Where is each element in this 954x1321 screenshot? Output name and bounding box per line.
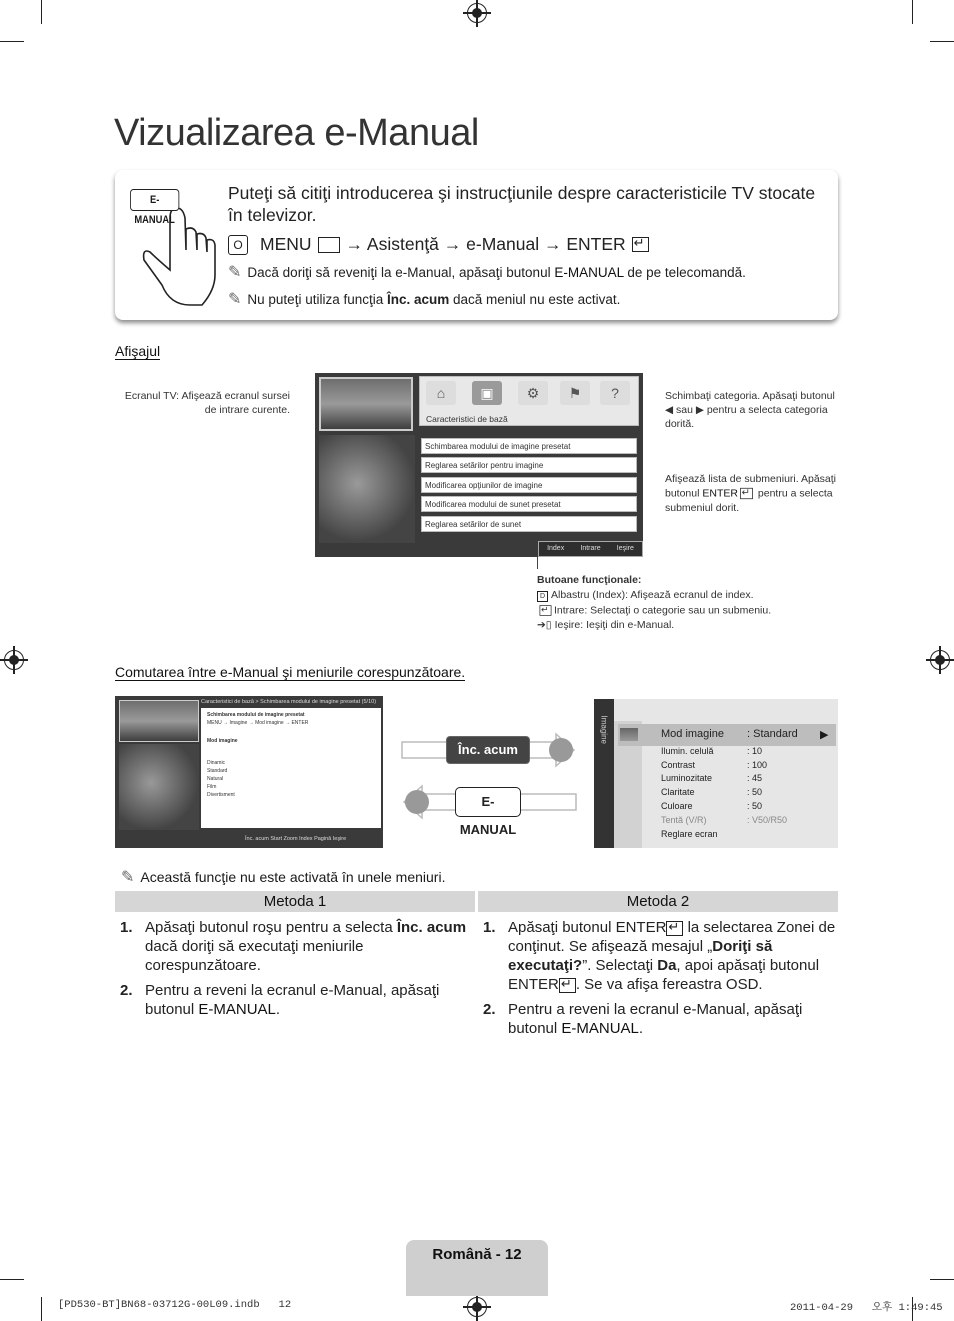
- osd-side-label: Imagine: [599, 715, 609, 744]
- emanual-hand-icon: [130, 180, 220, 310]
- inc-acum-button[interactable]: Înc. acum: [446, 736, 530, 764]
- method-1-step-2: 2. Pentru a reveni la ecranul e-Manual, apăsaţi butonul E-MANUAL.: [120, 982, 440, 1018]
- osd-row-label: Ilumin. celulă: [661, 745, 714, 756]
- emanual-screen: [315, 373, 643, 557]
- menu-path-rest: → Asistenţă → e-Manual → ENTER: [345, 234, 626, 254]
- osd-row-label: Reglare ecran: [661, 828, 718, 839]
- pencil-icon: ✎: [228, 291, 242, 308]
- osd-rows: [661, 728, 831, 841]
- tv-preview: [319, 377, 413, 431]
- iesire-button[interactable]: Ieşire: [616, 545, 634, 552]
- tab-category-2[interactable]: ▣: [472, 381, 502, 405]
- osd-row[interactable]: [661, 759, 831, 773]
- menu-item[interactable]: Modificarea modului de sunet presetat: [421, 496, 637, 512]
- osd-row-value: : 45: [747, 773, 763, 784]
- emanual-button[interactable]: E-MANUAL: [455, 787, 521, 817]
- enter-icon: [740, 488, 753, 499]
- menu-item[interactable]: Reglarea setărilor pentru imagine: [421, 457, 637, 473]
- note-1: ✎ Dacă doriţi să reveniţi la e-Manual, apăsaţi butonul E-MANUAL de pe telecomandă.: [228, 264, 746, 281]
- category-title: Caracteristici de bază: [426, 414, 508, 424]
- osd-menu: [594, 699, 838, 848]
- category-panel: [419, 376, 639, 426]
- osd-row-label: Mod imagine: [661, 728, 724, 740]
- doc-bullet: Natural: [207, 776, 224, 782]
- osd-row[interactable]: [661, 745, 831, 759]
- osd-row-value: : 10: [747, 745, 763, 756]
- switching-section-label: Comutarea între e-Manual şi meniurile corespunzătoare.: [115, 664, 466, 680]
- doc-title: Schimbarea modului de imagine presetat: [207, 712, 305, 718]
- crop-mark: [0, 41, 24, 42]
- doc-tv-preview: [119, 700, 199, 742]
- method-2-title: Metoda 2: [478, 891, 838, 912]
- display-section-label: Afişajul: [115, 343, 161, 359]
- menu-item[interactable]: Modificarea opţiunilor de imagine: [421, 477, 637, 493]
- osd-picture-icon: [620, 728, 638, 741]
- method-1-column: [115, 891, 475, 1019]
- osd-row-label: Luminozitate: [661, 773, 713, 784]
- callout-line: [537, 557, 538, 569]
- crop-mark: [41, 0, 42, 24]
- doc-bullet: Standard: [207, 768, 228, 774]
- func-iesire: ➔▯ Ieşire: Ieşiţi din e-Manual.: [537, 619, 675, 632]
- emanual-doc-screen: [115, 696, 383, 848]
- switching-note: ✎ Această funcţie nu este activată în unele meniuri.: [121, 869, 446, 886]
- page-number: Română - 12: [406, 1240, 548, 1296]
- crop-mark: [912, 0, 913, 24]
- method-1-step-1: 1. Apăsaţi butonul roşu pentru a selecta Înc. acum dacă doriţi să executaţi meniurile corespunzătoare.: [120, 919, 467, 974]
- menu-item[interactable]: Schimbarea modului de imagine presetat: [421, 438, 637, 454]
- method-2-column: [478, 891, 838, 1038]
- callout-category: Schimbaţi categoria. Apăsaţi butonul ◀ sau ▶ pentru a selecta categoria dorită.: [665, 390, 835, 430]
- osd-row-label: Claritate: [661, 787, 695, 798]
- method-2-step-1: 1. Apăsaţi butonul ENTER↵ la selectarea Zonei de conţinut. Se afişează mesajul „Doriţi să executaţi?”. Selectaţi Da, apoi apăsaţi butonul ENTER↵ . Se va afişa fereastra OSD.: [478, 918, 838, 994]
- osd-row-value: : 50: [747, 787, 763, 798]
- crop-mark: [0, 1279, 24, 1280]
- print-info-right: 2011-04-29 오후 1:49:45: [790, 1302, 943, 1314]
- method-1-title: Metoda 1: [115, 891, 475, 912]
- osd-row[interactable]: [661, 786, 831, 800]
- callout-tv: Ecranul TV: Afişează ecranul sursei de intrare curente.: [124, 390, 290, 416]
- crop-mark: [930, 41, 954, 42]
- tab-category-5[interactable]: ?: [600, 381, 630, 405]
- registration-mark-icon: [467, 1297, 487, 1317]
- osd-row[interactable]: [661, 828, 831, 842]
- intro-box: [115, 170, 838, 320]
- o-icon: O: [228, 235, 248, 255]
- enter-icon: [666, 921, 683, 936]
- doc-bottom-bar: Înc. acum Start Zoom Index Pagină Ieşire: [245, 836, 347, 842]
- intro-text: Puteţi să citiţi introducerea şi instrucţiunile despre caracteristicile TV stocate în televizor.: [228, 183, 816, 225]
- intrare-button[interactable]: Intrare: [580, 545, 601, 552]
- osd-row-label: Culoare: [661, 800, 693, 811]
- doc-path: MENU → Imagine → Mod imagine → ENTER: [207, 720, 309, 726]
- emanual-badge: E-MANUAL: [130, 189, 179, 211]
- doc-section: Mod imagine: [207, 738, 238, 744]
- doc-header: Caracteristici de bază > Schimbarea modului de imagine presetat (5/10): [201, 699, 377, 705]
- pencil-icon: ✎: [228, 264, 242, 281]
- osd-row[interactable]: [661, 800, 831, 814]
- doc-tv-illustration: [119, 744, 199, 830]
- func-index: D Albastru (Index): Afişează ecranul de index.: [537, 588, 797, 603]
- print-info-left: [PD530-BT]BN68-03712G-00L09.indb 12: [58, 1299, 292, 1311]
- osd-row-value: : V50/R50: [747, 814, 788, 825]
- tv-illustration: [319, 435, 415, 543]
- osd-arrow-icon: ▶: [820, 729, 829, 741]
- note-2: ✎ Nu puteţi utiliza funcţia Înc. acum dacă meniul nu este activat.: [228, 291, 621, 308]
- osd-row[interactable]: [661, 814, 831, 828]
- method-2-step-2: 2. Pentru a reveni la ecranul e-Manual, apăsaţi butonul E-MANUAL.: [483, 1001, 803, 1037]
- tab-category-4[interactable]: ⚑: [560, 381, 590, 405]
- func-title: Butoane funcţionale:: [537, 574, 642, 586]
- menu-label: MENU: [260, 234, 312, 254]
- doc-bullet: Film: [207, 784, 217, 790]
- function-buttons-legend: [537, 573, 797, 633]
- doc-bullet: Dinamic: [207, 760, 226, 766]
- osd-row-label: Tentă (V/R): [661, 814, 707, 825]
- tab-category-1[interactable]: ⌂: [426, 381, 456, 405]
- crop-mark: [930, 1279, 954, 1280]
- registration-mark-icon: [467, 3, 487, 23]
- osd-row-label: Contrast: [661, 759, 696, 770]
- enter-icon: [632, 237, 649, 252]
- enter-icon: [559, 978, 576, 993]
- enter-icon: [540, 605, 552, 616]
- doc-content: [201, 708, 381, 828]
- tab-category-3[interactable]: ⚙: [518, 381, 548, 405]
- registration-mark-icon: [4, 650, 24, 670]
- index-button[interactable]: Index: [547, 545, 565, 552]
- crop-mark: [41, 1297, 42, 1321]
- menu-item[interactable]: Reglarea setărilor de sunet: [421, 516, 637, 532]
- osd-row-value: : Standard: [747, 728, 798, 740]
- menu-icon: [318, 237, 340, 253]
- registration-mark-icon: [930, 650, 950, 670]
- doc-bullet: Divertisment: [207, 792, 235, 798]
- osd-row-value: : 50: [747, 800, 763, 811]
- pencil-icon: ✎: [121, 869, 135, 886]
- page-title: Vizualizarea e-Manual: [114, 112, 479, 154]
- func-intrare: ↵Intrare: Selectaţi o categorie sau un submeniu.: [537, 603, 797, 618]
- function-bar: [538, 541, 643, 557]
- menu-path: [228, 234, 649, 255]
- osd-row[interactable]: [661, 728, 831, 742]
- callout-submenu: Afişează lista de submeniuri. Apăsaţi butonul ENTER↵ pentru a selecta submeniul dorit.: [665, 472, 845, 515]
- osd-row[interactable]: [661, 772, 831, 786]
- osd-row-value: : 100: [747, 759, 768, 770]
